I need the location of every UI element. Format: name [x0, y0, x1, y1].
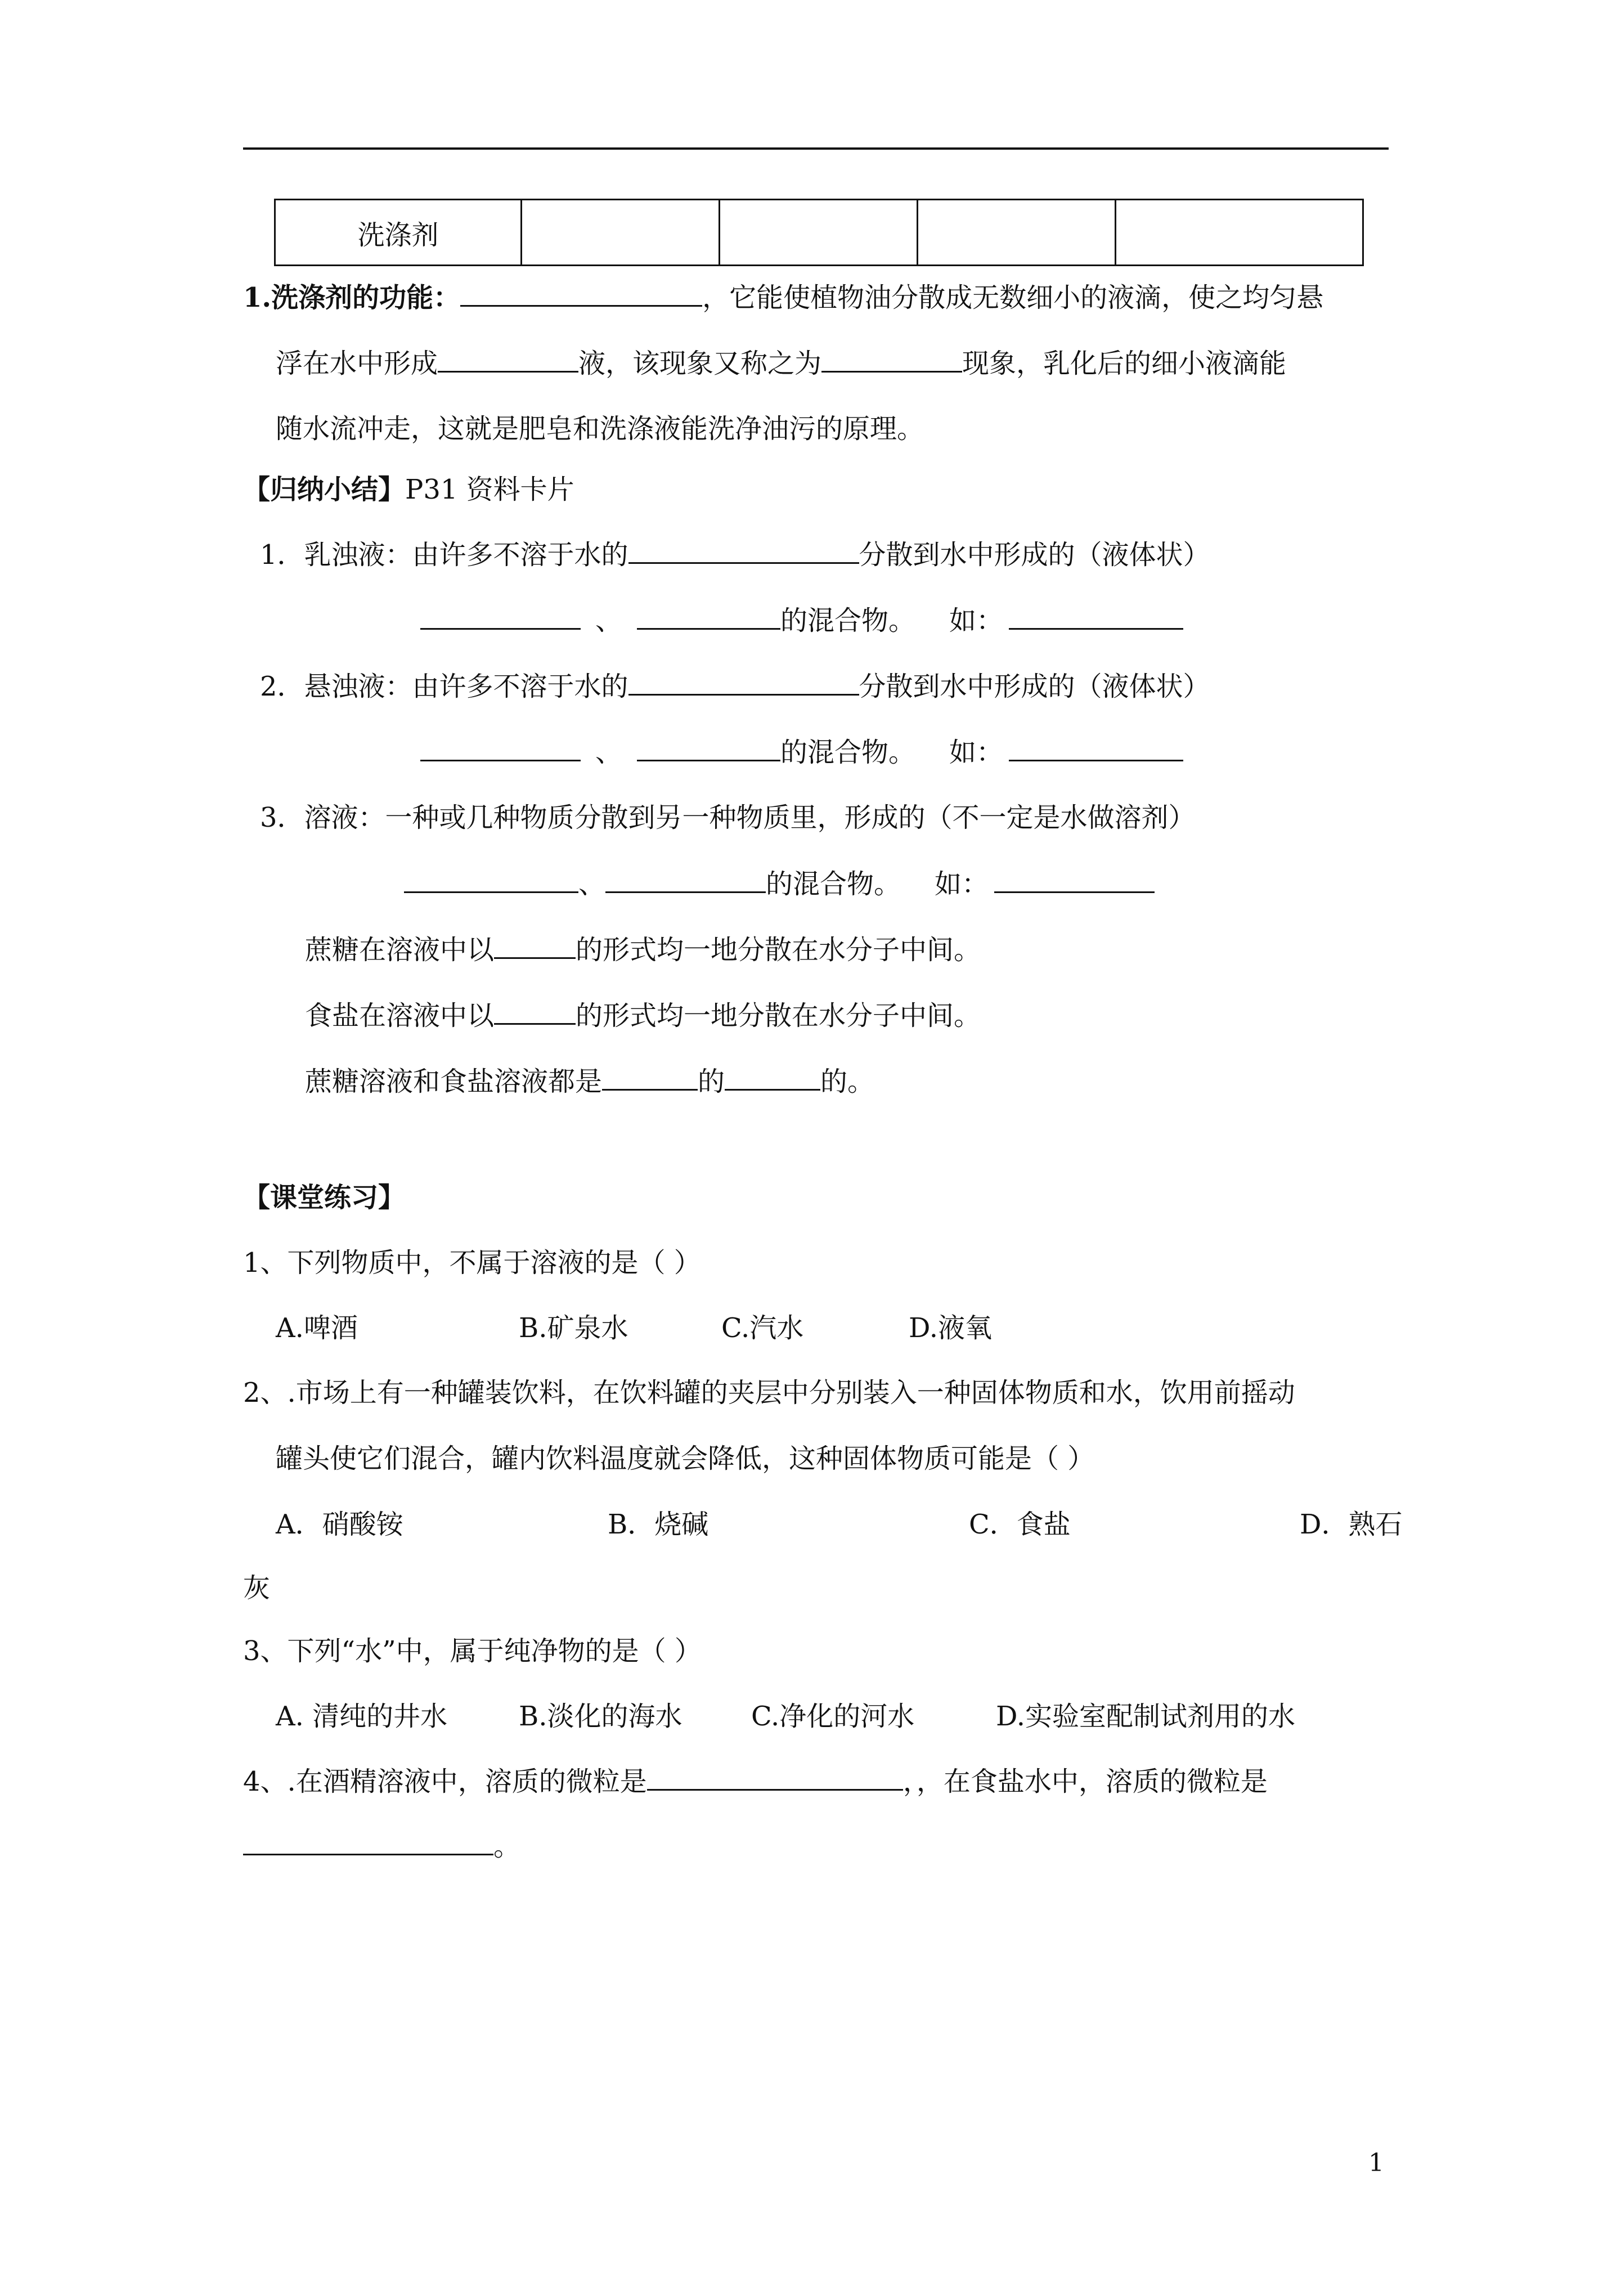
- q2-option-d-wrap: 灰: [243, 1572, 271, 1604]
- text: 4、.在酒精溶液中，溶质的微粒是: [243, 1766, 647, 1797]
- both-solutions-line: [305, 1064, 874, 1098]
- blank: [605, 867, 766, 893]
- text: 蔗糖溶液和食盐溶液都是: [305, 1066, 603, 1097]
- detergent-function-line2: [276, 346, 1286, 380]
- text: 如：: [935, 868, 989, 900]
- text: 如：: [949, 737, 1004, 768]
- text: 的混合物。: [780, 737, 916, 768]
- text: 如：: [949, 605, 1004, 636]
- header-rule: [243, 147, 1389, 150]
- practice-q2-line2: 罐头使它们混合，罐内饮料温度就会降低，这种固体物质可能是（ ）: [276, 1443, 1095, 1474]
- text: 浮在水中形成: [276, 348, 438, 379]
- table-cell: [918, 200, 1116, 266]
- text: 1．乳浊液：由许多不溶于水的: [260, 539, 628, 571]
- text: 液，该现象又称之为: [578, 348, 822, 379]
- practice-q1: 1、下列物质中，不属于溶液的是（ ）: [243, 1247, 701, 1279]
- sucrose-line: [305, 932, 981, 967]
- blank: [1009, 735, 1183, 761]
- summary-heading-label: 【归纳小结】: [243, 474, 406, 505]
- emulsion-line2: [420, 603, 1183, 638]
- text: 分散到水中形成的（液体状）: [859, 671, 1210, 702]
- blank: [637, 603, 780, 630]
- text: 2．悬浊液：由许多不溶于水的: [260, 671, 628, 702]
- text: ，它能使植物油分散成无数细小的液滴，使之均匀悬: [702, 282, 1324, 313]
- solution-line1: [260, 801, 1196, 835]
- text: 、: [595, 737, 623, 768]
- blank: [602, 1064, 698, 1091]
- blank: [420, 603, 581, 630]
- blank: [628, 669, 859, 696]
- emulsion-line1: [260, 537, 1210, 572]
- table-cell: [1116, 200, 1363, 266]
- blank: [637, 735, 780, 761]
- table-cell-label: [275, 200, 522, 266]
- q3-option-c: C.净化的河水: [751, 1701, 915, 1732]
- text: 蔗糖在溶液中以: [305, 934, 495, 966]
- suspension-line2: [420, 735, 1183, 769]
- blank: [420, 735, 581, 761]
- q2-option-c: C．食盐: [969, 1509, 1071, 1540]
- q2-option-a: A．硝酸铵: [276, 1509, 403, 1540]
- practice-q2-line1: 2、.市场上有一种罐装饮料，在饮料罐的夹层中分别装入一种固体物质和水，饮用前摇动: [243, 1377, 1295, 1409]
- detergent-function-line1: [243, 280, 1323, 315]
- page-number: 1: [1368, 2149, 1384, 2177]
- blank: [460, 280, 702, 307]
- text: 的混合物。: [780, 605, 916, 636]
- text: 、: [595, 605, 623, 636]
- summary-heading-suffix: P31 资料卡片: [405, 474, 574, 505]
- summary-heading: [243, 473, 574, 506]
- practice-q3: 3、下列“水”中，属于纯净物的是（ ）: [243, 1635, 702, 1667]
- text: 的。: [820, 1066, 875, 1097]
- detergent-function-line3: [276, 412, 924, 446]
- blank: [243, 1829, 493, 1855]
- text: 分散到水中形成的（液体状）: [859, 539, 1210, 571]
- blank: [647, 1764, 903, 1791]
- text: 随水流冲走，这就是肥皂和洗涤液能洗净油污的原理。: [276, 413, 924, 445]
- text: 的形式均一地分散在水分子中间。: [576, 1000, 981, 1032]
- blank: [725, 1064, 820, 1091]
- blank: [628, 537, 859, 564]
- blank: [821, 346, 962, 373]
- text: 的: [698, 1066, 725, 1097]
- q3-option-b: B.淡化的海水: [519, 1701, 682, 1732]
- detergent-function-label: 1.洗涤剂的功能：: [243, 282, 461, 313]
- blank: [404, 867, 578, 893]
- q2-option-d: D．熟石: [1300, 1509, 1403, 1540]
- q3-option-d: D.实验室配制试剂用的水: [996, 1701, 1296, 1732]
- text: ，，在食盐水中，溶质的微粒是: [902, 1766, 1268, 1797]
- blank: [494, 998, 576, 1025]
- text: 、: [578, 868, 606, 900]
- practice-q4-line1: [243, 1764, 1268, 1799]
- table-cell: [522, 200, 720, 266]
- text: 食盐在溶液中以: [305, 1000, 495, 1032]
- solution-line2: [404, 867, 1155, 901]
- detergent-table: [274, 199, 1364, 266]
- q1-option-b: B.矿泉水: [519, 1312, 628, 1344]
- text: 。: [493, 1831, 521, 1862]
- text: 3．溶液：一种或几种物质分散到另一种物质里，形成的（不一定是水做溶剂）: [260, 802, 1196, 833]
- blank: [1009, 603, 1183, 630]
- blank: [438, 346, 578, 373]
- q2-option-b: B．烧碱: [608, 1509, 709, 1540]
- practice-q4-line2: [243, 1829, 520, 1863]
- q1-option-a: A.啤酒: [276, 1312, 358, 1344]
- text: 的形式均一地分散在水分子中间。: [576, 934, 981, 966]
- table-row: [275, 200, 1363, 266]
- table-row-label: 洗涤剂: [357, 219, 439, 251]
- text: 现象，乳化后的细小液滴能: [962, 348, 1287, 379]
- blank: [994, 867, 1155, 893]
- salt-line: [305, 998, 981, 1033]
- q1-option-c: C.汽水: [721, 1312, 804, 1344]
- blank: [494, 932, 576, 959]
- practice-heading: 【课堂练习】: [243, 1182, 406, 1213]
- table-cell: [720, 200, 918, 266]
- q1-option-d: D.液氧: [909, 1312, 993, 1344]
- suspension-line1: [260, 669, 1210, 703]
- text: 的混合物。: [766, 868, 901, 900]
- q3-option-a: A. 清纯的井水: [276, 1701, 448, 1732]
